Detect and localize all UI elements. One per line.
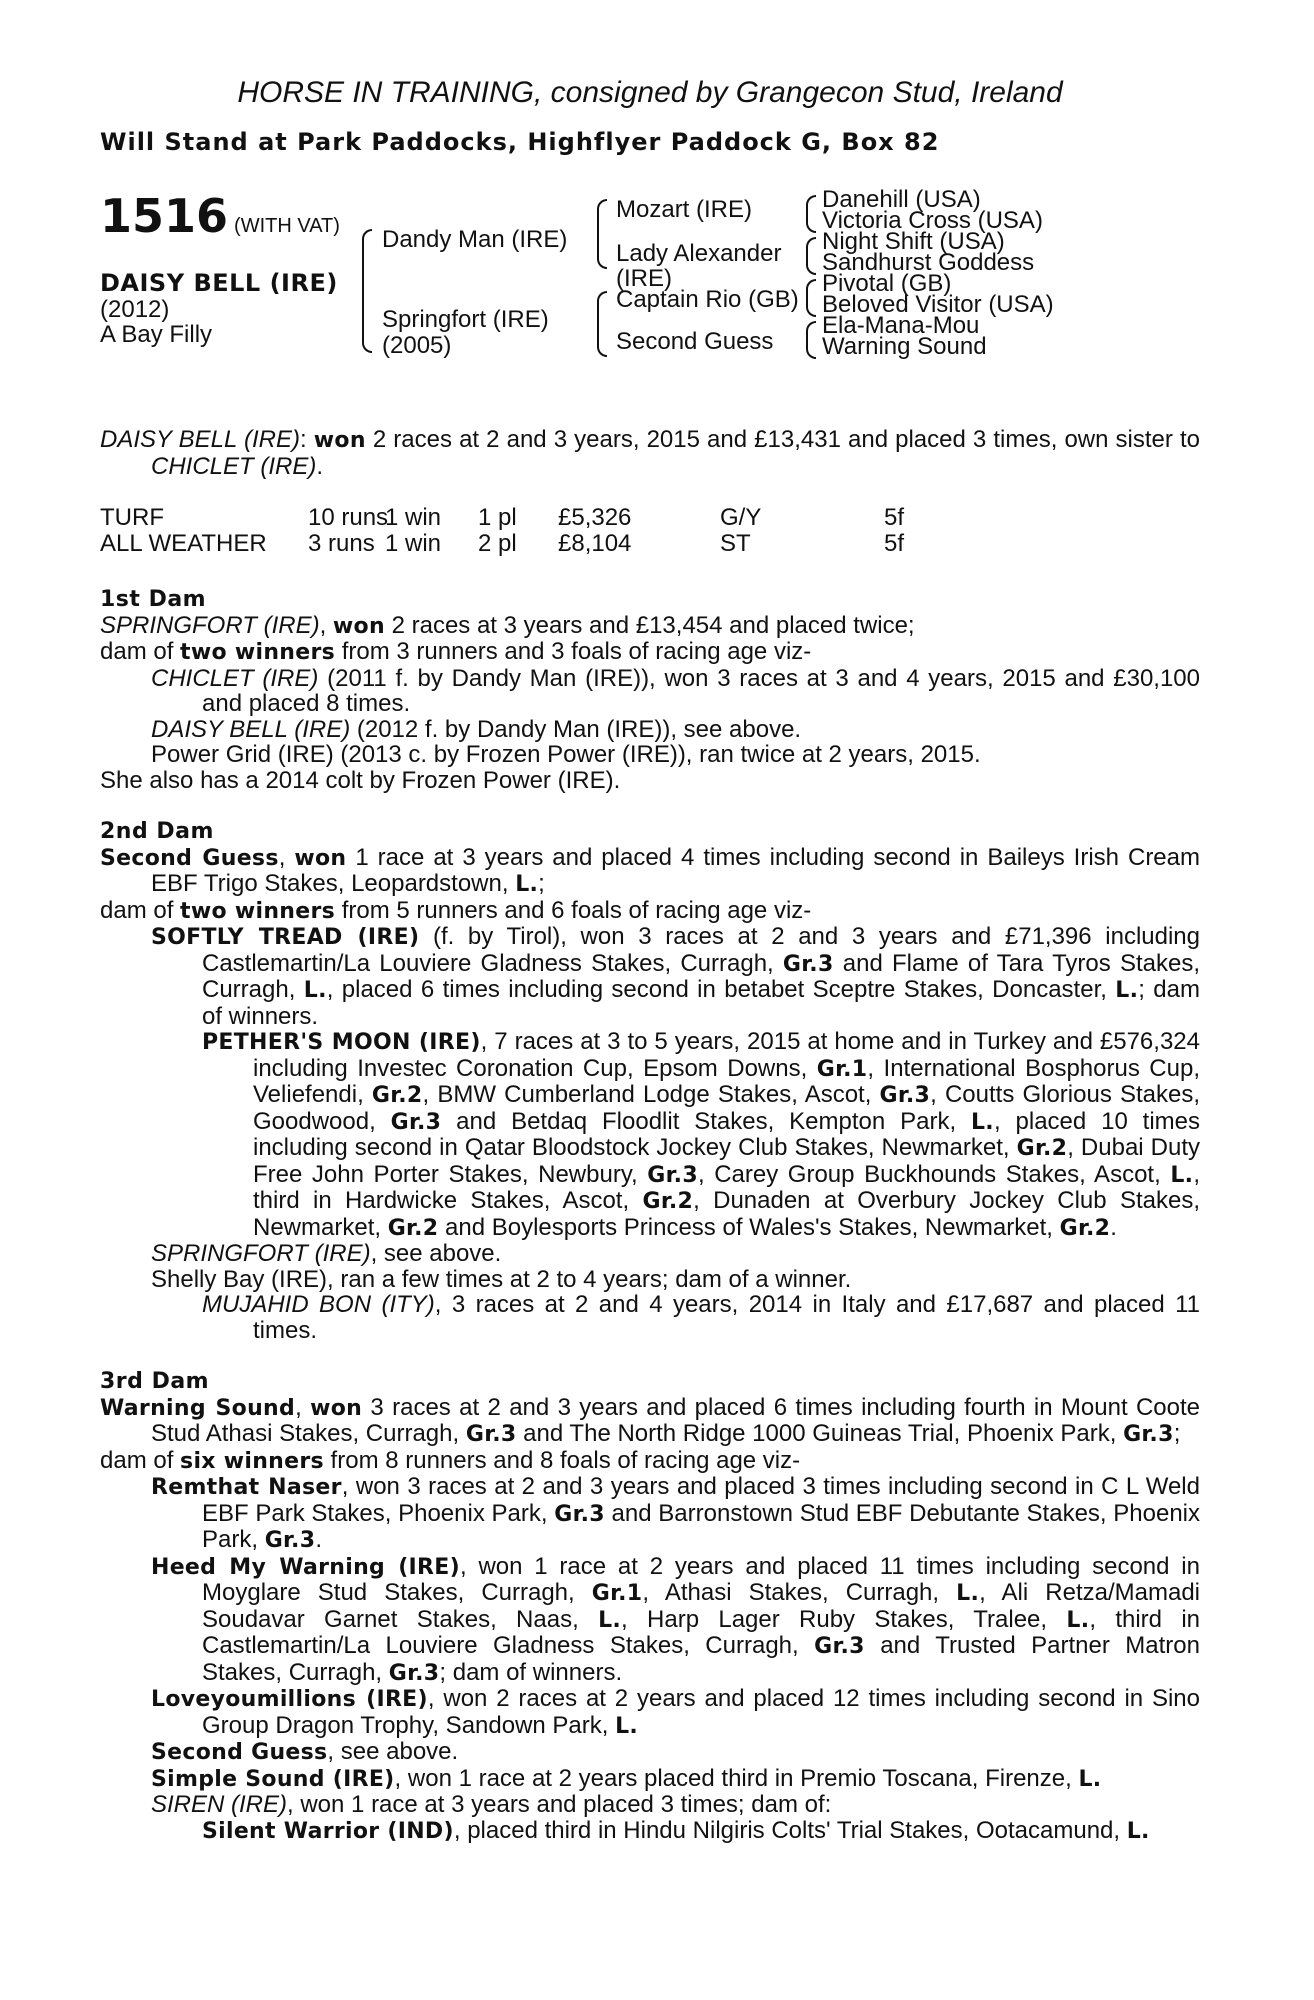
produce-entry: DAISY BELL (IRE) (2012 f. by Dandy Man (IRE)), see above. (151, 715, 802, 743)
sire-name: Dandy Man (IRE) (382, 226, 568, 253)
produce-entry: Shelly Bay (IRE), ran a few times at 2 to 4 years; dam of a winner. (151, 1265, 852, 1293)
second-dam-record: Second Guess, won 1 race at 3 years and placed 4 times including second in Baileys Irish Cream EBF Trigo Stakes, Leopardstown, L.; (100, 843, 1200, 897)
produce-note: She also has a 2014 colt by Frozen Power (IRE). (100, 766, 621, 794)
dam-dam-name: Second Guess (616, 328, 774, 355)
ancestor-6: Beloved Visitor (USA) (822, 291, 1054, 318)
pedigree-brace (806, 279, 816, 317)
sire-dam-suffix: (IRE) (616, 265, 672, 292)
second-dam-heading: 2nd Dam (100, 819, 214, 844)
third-dam-produce-summary: dam of six winners from 8 runners and 8 foals of racing age viz- (100, 1446, 801, 1474)
ancestor-3: Night Shift (USA) (822, 228, 1005, 255)
pedigree-brace (597, 291, 607, 357)
produce-entry: Power Grid (IRE) (2013 c. by Frozen Power (IRE)), ran twice at 2 years, 2015. (151, 741, 981, 768)
dam-year: (2005) (382, 332, 452, 359)
vat-note: (WITH VAT) (234, 215, 340, 237)
stable-location: Will Stand at Park Paddocks, Highflyer Paddock G, Box 82 (100, 127, 940, 156)
ancestor-7: Ela-Mana-Mou (822, 312, 980, 339)
pedigree-brace (806, 195, 816, 233)
first-dam-heading: 1st Dam (100, 587, 207, 612)
second-dam-produce-summary: dam of two winners from 5 runners and 6 foals of racing age viz- (100, 896, 812, 924)
foaling-year: (2012) (100, 295, 170, 323)
sire-dam-name: Lady Alexander (616, 240, 782, 267)
first-dam-record: SPRINGFORT (IRE), won 2 races at 3 years and £13,454 and placed twice; (100, 611, 915, 639)
pedigree-brace (597, 199, 607, 269)
race-summary: DAISY BELL (IRE): won 2 races at 2 and 3 years, 2015 and £13,431 and placed 3 times, own sister to CHICLET (IRE). (100, 426, 1200, 480)
produce-entry: Loveyoumillions (IRE), won 2 races at 2 years and placed 12 times including second in Sino Group Dragon Trophy, Sandown Park, L. (151, 1685, 1200, 1739)
pedigree-brace (806, 321, 816, 359)
produce-entry: SIREN (IRE), won 1 race at 3 years and placed 3 times; dam of: (151, 1791, 832, 1818)
produce-entry: Heed My Warning (IRE), won 1 race at 2 years and placed 11 times including second in Moyglare Stud Stakes, Curragh, Gr.1, Athasi Stakes, Curragh, L., Ali Retza/Mamadi Soudavar Garnet Stakes, Naas, L., Harp Lager Ruby Stakes, Tralee, L., third in Castlemartin/La Louviere Gladness Stakes, Curragh, Gr.3 and Trusted Partner Matron Stakes, Curragh, Gr.3; dam of winners. (151, 1552, 1201, 1686)
ancestor-4: Sandhurst Goddess (822, 249, 1035, 276)
sire-sire-name: Mozart (IRE) (616, 196, 753, 223)
lot-info (100, 191, 370, 348)
produce-entry: Second Guess, see above. (151, 1738, 459, 1765)
lot-number: 1516 (100, 189, 229, 243)
first-dam-produce-summary: dam of two winners from 3 runners and 3 foals of racing age viz- (100, 638, 812, 665)
ancestor-2: Victoria Cross (USA) (822, 207, 1043, 234)
pedigree-brace (806, 237, 816, 275)
dam-sire-name: Captain Rio (GB) (616, 286, 799, 313)
ancestor-8: Warning Sound (822, 333, 987, 360)
third-dam-heading: 3rd Dam (100, 1369, 210, 1394)
horse-description: A Bay Filly (100, 321, 213, 348)
third-dam-record: Warning Sound, won 3 races at 2 and 3 years and placed 6 times including fourth in Mount Coote Stud Athasi Stakes, Curragh, Gr.3 and The North Ridge 1000 Guineas Trial, Phoenix Park, Gr.3; (100, 1393, 1200, 1447)
dam-name: Springfort (IRE) (382, 306, 549, 333)
catalogue-page (100, 76, 1201, 1844)
horse-name: DAISY BELL (IRE) (100, 269, 338, 297)
produce-entry: MUJAHID BON (ITY), 3 races at 2 and 4 years, 2014 in Italy and £17,687 and placed 11 times. (202, 1291, 1200, 1344)
ancestor-1: Danehill (USA) (822, 186, 981, 213)
consignor-title: HORSE IN TRAINING, consigned by Grangecon Stud, Ireland (237, 76, 1063, 109)
produce-entry: Remthat Naser, won 3 races at 2 and 3 years and placed 3 times including second in C L Weld EBF Park Stakes, Phoenix Park, Gr.3 and Barronstown Stud EBF Debutante Stakes, Phoenix Park, Gr.3. (151, 1473, 1200, 1553)
produce-entry: PETHER'S MOON (IRE), 7 races at 3 to 5 years, 2015 at home and in Turkey and £576,324 including Investec Coronation Cup, Epsom Downs, Gr.1, International Bosphorus Cup, Veliefendi, Gr.2, BMW Cumberland Lodge Stakes, Ascot, Gr.3, Coutts Glorious Stakes, Goodwood, Gr.3 and Betdaq Floodlit Stakes, Kempton Park, L., placed 10 times including second in Qatar Bloodstock Jockey Club Stakes, Newmarket, Gr.2, Dubai Duty Free John Porter Stakes, Newbury, Gr.3, Carey Group Buckhounds Stakes, Ascot, L., third in Hardwicke Stakes, Ascot, Gr.2, Dunaden at Overbury Jockey Club Stakes, Newmarket, Gr.2 and Boylesports Princess of Wales's Stakes, Newmarket, Gr.2. (202, 1028, 1201, 1241)
produce-entry: CHICLET (IRE) (2011 f. by Dandy Man (IRE)), won 3 races at 3 and 4 years, 2015 and £30,100 and placed 8 times. (151, 664, 1201, 717)
pedigree-block (100, 186, 1200, 419)
produce-entry: Silent Warrior (IND), placed third in Hindu Nilgiris Colts' Trial Stakes, Ootacamund, L. (202, 1816, 1150, 1844)
race-record-table: TURF 10 runs 1 win 1 pl £5,326 G/Y 5f ALL WEATHER 3 runs 1 win 2 pl £8,104 ST 5f (100, 504, 905, 557)
produce-entry: SOFTLY TREAD (IRE) (f. by Tirol), won 3 races at 2 and 3 years and £71,396 including Castlemartin/La Louviere Gladness Stakes, Curragh, Gr.3 and Flame of Tara Tyros Stakes, Curragh, L., placed 6 times including second in betabet Sceptre Stakes, Doncaster, L.; dam of winners. (151, 923, 1201, 1030)
ancestor-5: Pivotal (GB) (822, 270, 952, 297)
produce-entry: Simple Sound (IRE), won 1 race at 2 years placed third in Premio Toscana, Firenze, L. (151, 1764, 1102, 1792)
produce-entry: SPRINGFORT (IRE), see above. (151, 1240, 502, 1267)
pedigree-brace (362, 229, 372, 353)
